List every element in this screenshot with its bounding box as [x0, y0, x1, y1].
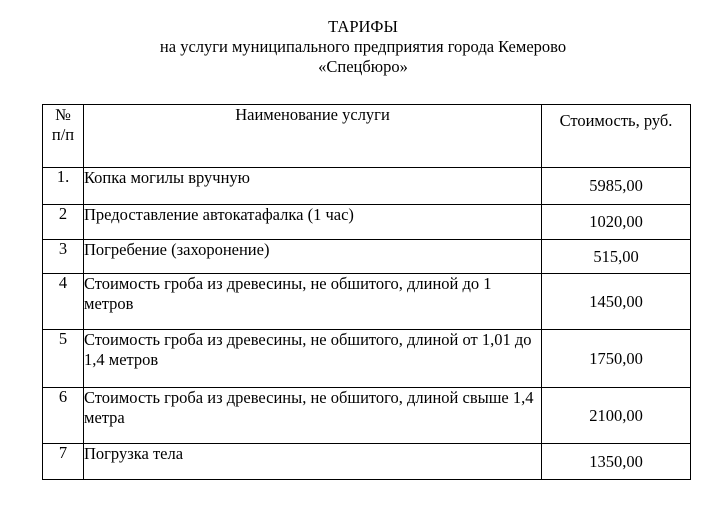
row-number: 5 — [43, 330, 84, 388]
service-cost: 1350,00 — [542, 444, 691, 480]
row-number: 6 — [43, 388, 84, 444]
row-number: 7 — [43, 444, 84, 480]
service-name: Погребение (захоронение) — [84, 240, 542, 274]
header-service-name: Наименование услуги — [84, 105, 542, 168]
table-row — [43, 168, 691, 205]
table-row — [43, 205, 691, 240]
service-cost: 1020,00 — [542, 205, 691, 240]
table-header-row — [43, 105, 691, 168]
organization-name: «Спецбюро» — [318, 57, 408, 76]
row-number: 1. — [43, 168, 84, 205]
service-cost: 1450,00 — [542, 274, 691, 330]
service-name: Предоставление автокатафалка (1 час) — [84, 205, 542, 240]
document-title — [0, 17, 726, 77]
service-name: Стоимость гроба из древесины, не обшитого, длиной до 1 метров — [84, 274, 542, 330]
service-cost: 2100,00 — [542, 388, 691, 444]
service-cost: 1750,00 — [542, 330, 691, 388]
subtitle-line: на услуги муниципального предприятия города Кемерово — [159, 37, 567, 56]
table-row — [43, 388, 691, 444]
service-cost: 5985,00 — [542, 168, 691, 205]
table-row — [43, 330, 691, 388]
service-name: Стоимость гроба из древесины, не обшитого, длиной от 1,01 до 1,4 метров — [84, 330, 542, 388]
table-row — [43, 274, 691, 330]
row-number: 4 — [43, 274, 84, 330]
header-cost: Стоимость, руб. — [542, 105, 691, 168]
service-cost: 515,00 — [542, 240, 691, 274]
header-number: № п/п — [43, 105, 84, 168]
service-name: Погрузка тела — [84, 444, 542, 480]
table-row — [43, 444, 691, 480]
table-row — [43, 240, 691, 274]
tariffs-table — [42, 104, 691, 480]
service-name: Стоимость гроба из древесины, не обшитого, длиной свыше 1,4 метра — [84, 388, 542, 444]
row-number: 2 — [43, 205, 84, 240]
title-line: ТАРИФЫ — [328, 17, 398, 36]
service-name: Копка могилы вручную — [84, 168, 542, 205]
row-number: 3 — [43, 240, 84, 274]
